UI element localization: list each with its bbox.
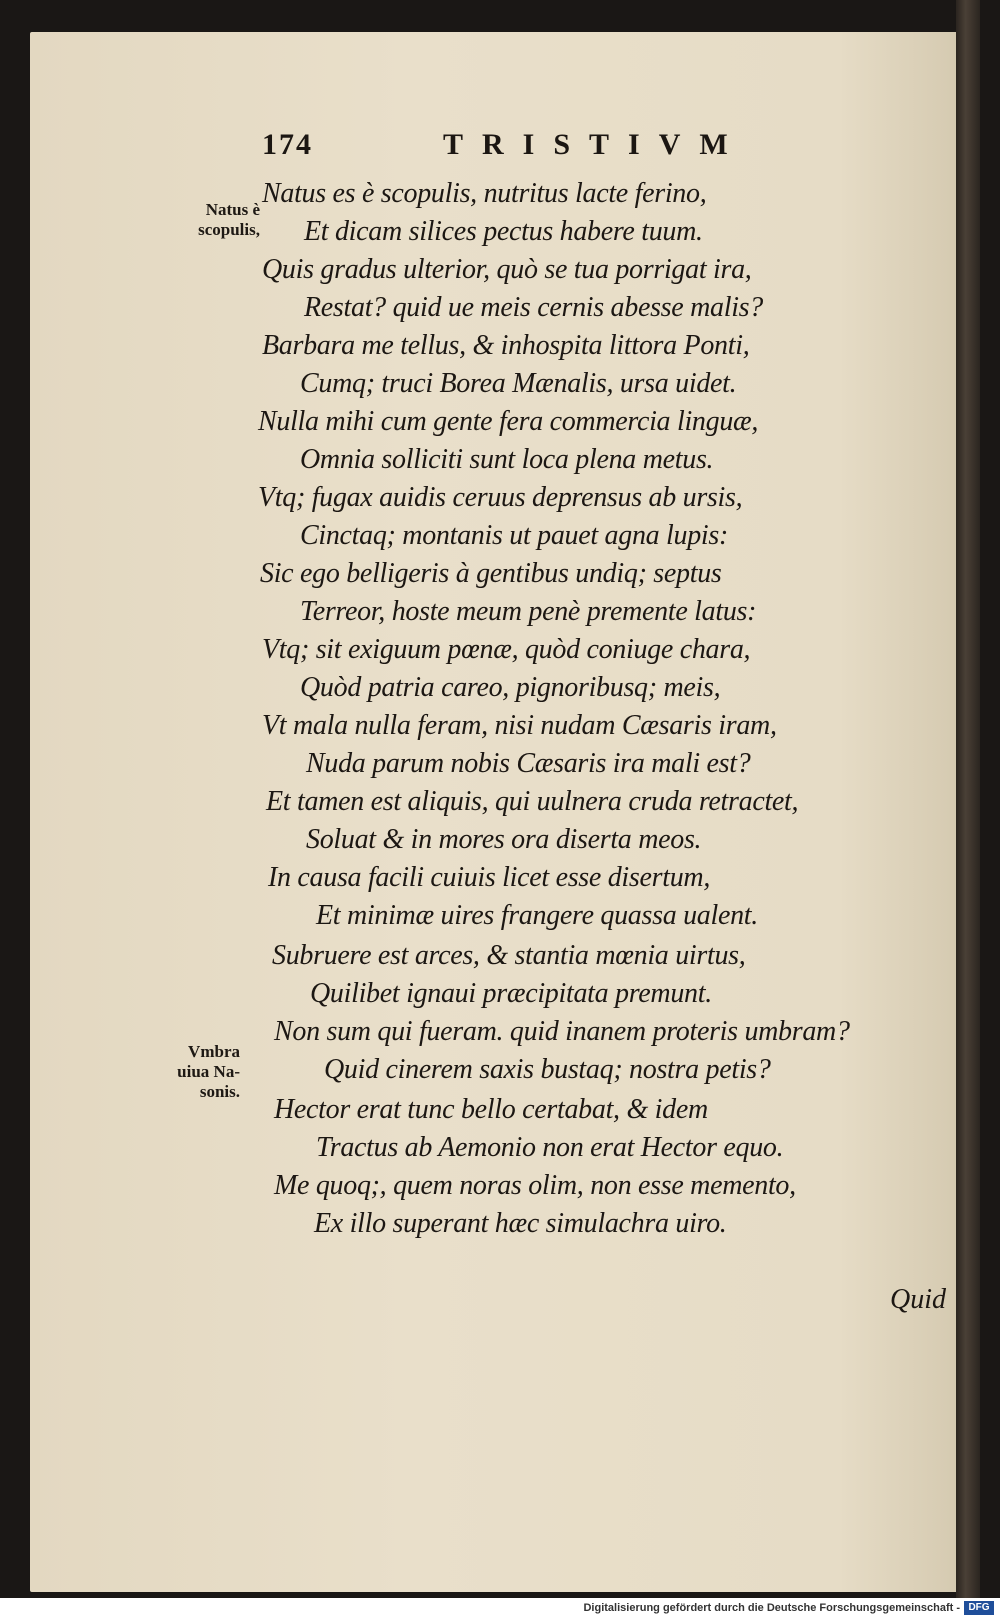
verse-line: Et dicam silices pectus habere tuum.	[304, 216, 703, 247]
verse-line: Subruere est arces, & stantia mœnia uirtus,	[272, 940, 746, 971]
verse-line: Restat? quid ue meis cernis abesse malis?	[304, 292, 763, 323]
verse-line: Me quoq;, quem noras olim, non esse memento,	[274, 1170, 796, 1201]
verse-line: Ex illo superant hæc simulachra uiro.	[314, 1208, 727, 1239]
verse-line: Soluat & in mores ora diserta meos.	[306, 824, 702, 855]
verse-line: Sic ego belligeris à gentibus undiq; septus	[260, 558, 722, 589]
verse-line: Vtq; sit exiguum pœnæ, quòd coniuge chara,	[262, 634, 751, 665]
verse-line: Barbara me tellus, & inhospita littora Ponti,	[262, 330, 750, 361]
running-title: TRISTIVM	[443, 128, 747, 161]
verse-line: Vtq; fugax auidis ceruus deprensus ab ursis,	[258, 482, 743, 513]
verse-line: Cumq; truci Borea Mænalis, ursa uidet.	[300, 368, 737, 399]
catchword: Quid	[890, 1284, 946, 1315]
verse-line: Quòd patria careo, pignoribusq; meis,	[300, 672, 721, 703]
verse-line: Et tamen est aliquis, qui uulnera cruda retractet,	[266, 786, 799, 817]
verse-line: Terreor, hoste meum penè premente latus:	[300, 596, 757, 627]
margin-note: Vmbra uiua Na- sonis.	[177, 1042, 240, 1101]
verse-line: Quis gradus ulterior, quò se tua porrigat ira,	[262, 254, 752, 285]
margin-note: Natus è scopulis,	[198, 200, 260, 239]
verse-line: Quilibet ignaui præcipitata premunt.	[310, 978, 712, 1009]
verse-line: Natus es è scopulis, nutritus lacte ferino,	[262, 178, 707, 209]
verse-line: In causa facili cuiuis licet esse disertum,	[268, 862, 711, 893]
dfg-logo: DFG	[964, 1601, 994, 1615]
verse-line: Et minimæ uires frangere quassa ualent.	[316, 900, 758, 931]
verse-line: Non sum qui fueram. quid inanem proteris umbram?	[274, 1016, 850, 1047]
verse-line: Omnia solliciti sunt loca plena metus.	[300, 444, 714, 475]
verse-line: Nuda parum nobis Cæsaris ira mali est?	[306, 748, 751, 779]
verse-line: Quid cinerem saxis bustaq; nostra petis?	[324, 1054, 771, 1085]
footer-credit: Digitalisierung gefördert durch die Deutsche Forschungsgemeinschaft -	[583, 1602, 960, 1614]
verse-line: Vt mala nulla feram, nisi nudam Cæsaris iram,	[262, 710, 777, 741]
verse-line: Nulla mihi cum gente fera commercia linguæ,	[258, 406, 759, 437]
verse-line: Hector erat tunc bello certabat, & idem	[274, 1094, 708, 1125]
verse-line: Cinctaq; montanis ut pauet agna lupis:	[300, 520, 729, 551]
verse-line: Tractus ab Aemonio non erat Hector equo.	[316, 1132, 784, 1163]
page-number: 174	[262, 128, 313, 161]
